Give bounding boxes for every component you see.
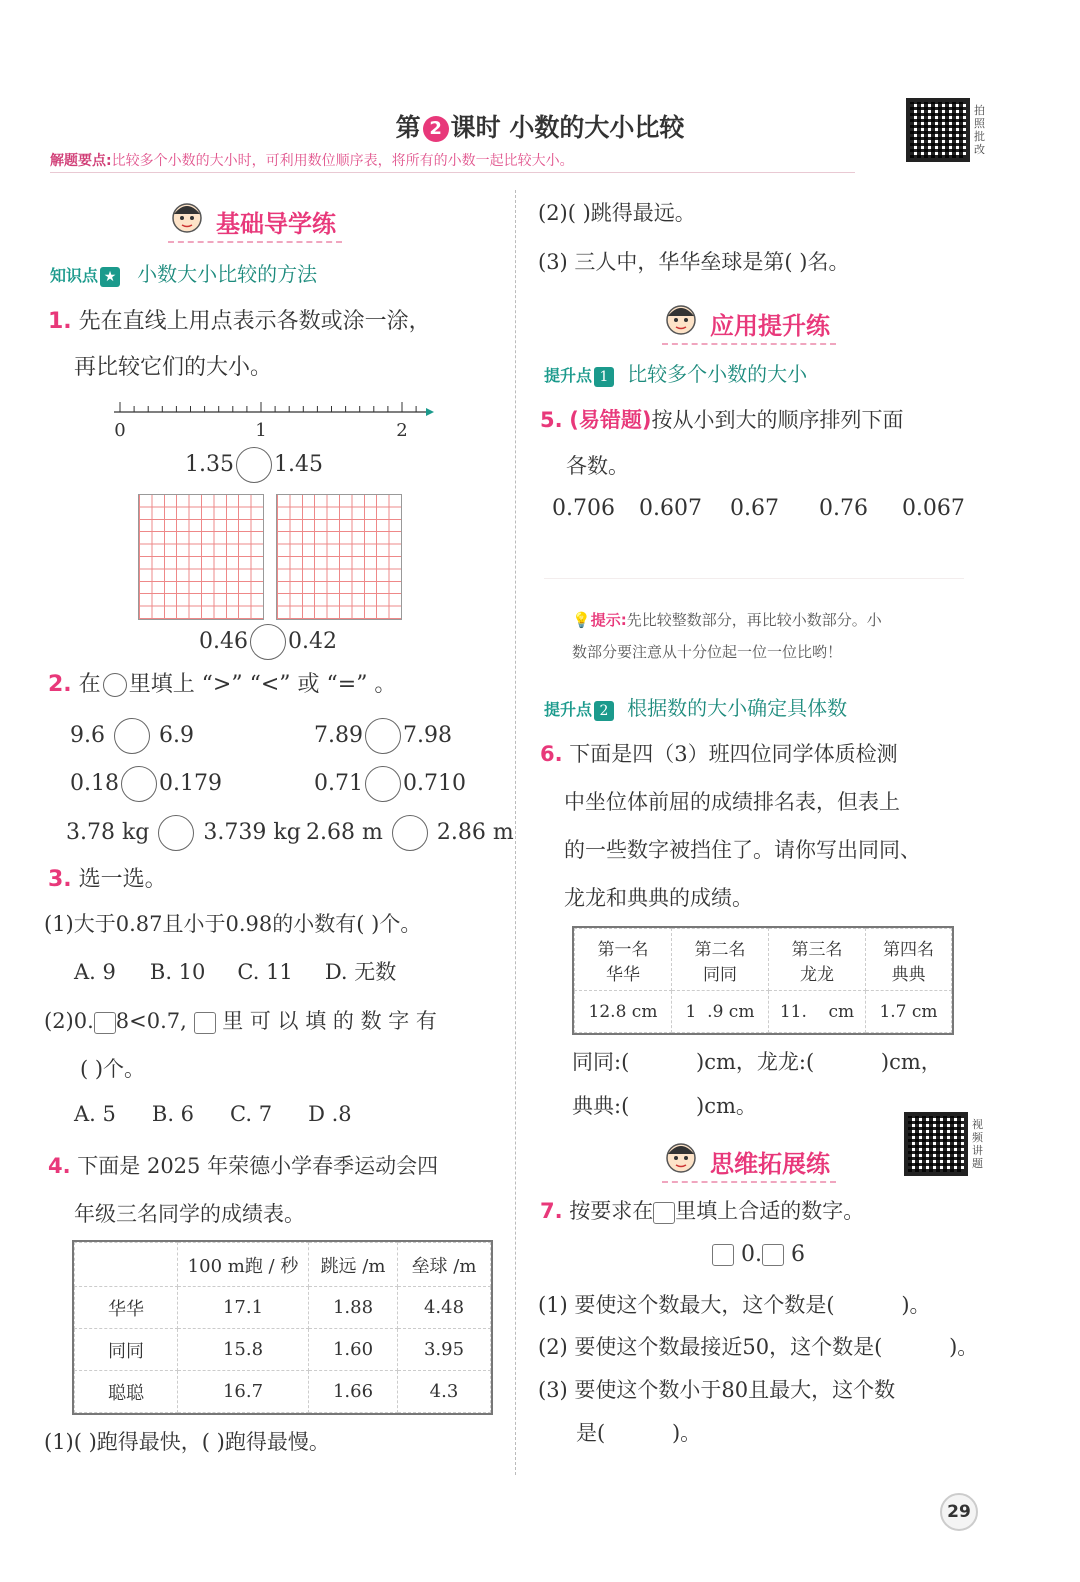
question-3: 3. 选一选。 [48,867,167,892]
section-applied-practice: 应用提升练 [662,306,836,345]
table-header: 100 m跑 / 秒 [178,1243,309,1287]
improve-point-2: 提升点 2 根据数的大小确定具体数 [544,696,848,720]
solving-tip [50,150,855,173]
qr-code-icon[interactable] [906,98,970,162]
question-6-line2: 中坐位体前屈的成绩排名表，但表上 [564,790,900,814]
improve-point-1: 提升点 1 比较多个小数的大小 [544,362,808,386]
page-number: 29 [940,1493,978,1531]
table-header: 第三名 龙龙 [769,929,866,991]
student-face-icon [662,1138,700,1176]
compare-row-1: 1.35 1.45 [185,447,323,483]
q4-part-2: (2)( )跳得最远。 [538,201,696,225]
q3-part-1: (1)大于0.87且小于0.98的小数有( )个。 [44,912,422,936]
answer-circle[interactable] [250,624,286,660]
answer-circle[interactable] [392,815,428,851]
q2-item-3: 0.18 0.179 [70,766,222,802]
question-1-line2: 再比较它们的大小。 [74,355,273,380]
q2-item-5: 3.78 kg 3.739 kg [66,815,301,851]
q7-number: 0. 6 [712,1242,805,1267]
table-cell: 1.88 [309,1287,398,1329]
table-header: 垒球 /m [398,1243,491,1287]
section-basic-practice: 基础导学练 [168,204,342,243]
answer-box[interactable] [94,1012,116,1034]
tip-key: 解题要点: [50,153,112,169]
page-title: 第 2 课时 小数的大小比较 [395,113,685,142]
qr-label: 拍照批改 [974,104,985,156]
table-cell: 1.60 [309,1329,398,1371]
q7-part-3-line2: 是( )。 [576,1421,702,1445]
results-table [72,1240,493,1415]
q6-answer-line1: 同同:( )cm，龙龙:( )cm， [572,1050,942,1074]
q7-part-1: (1) 要使这个数最大，这个数是( )。 [538,1293,931,1317]
answer-circle[interactable] [365,766,401,802]
table-cell: 1.7 cm [866,991,952,1033]
question-5: 5. (易错题)按从小到大的顺序排列下面 [540,408,904,432]
answer-circle[interactable] [158,815,194,851]
question-7: 7. 按要求在 里填上合适的数字。 [540,1199,865,1223]
answer-circle[interactable] [114,718,150,754]
q3-part-2: (2)0. 8<0.7, 里 可 以 填 的 数 字 有 [44,1009,437,1033]
q7-part-3: (3) 要使这个数小于80且最大，这个数 [538,1378,896,1402]
lesson-number-badge: 2 [423,116,449,142]
q2-item-2: 7.89 7.98 [314,718,452,754]
tick-1: 1 [255,420,267,441]
q3-part-2-line2: ( )个。 [80,1057,146,1081]
hint-box: 💡提示:先比较整数部分，再比较小数部分。小 数部分要注意从十分位起一位一位比哟！ [572,611,882,661]
column-divider [515,190,516,1475]
q2-item-1: 9.6 6.9 [70,718,194,754]
table-cell: 1.66 [309,1371,398,1413]
table-header: 跳远 /m [309,1243,398,1287]
table-cell: 4.3 [398,1371,491,1413]
table-cell: 15.8 [178,1329,309,1371]
table-header [75,1243,178,1287]
grid-square-2[interactable] [276,494,402,620]
grid-square-1[interactable] [138,494,264,620]
knowledge-point: 知识点 ★ 小数大小比较的方法 [50,262,318,286]
box-symbol [194,1012,216,1034]
q4-part-1: (1)( )跑得最快，( )跑得最慢。 [44,1430,330,1454]
table-cell: 3.95 [398,1329,491,1371]
question-4: 4. 下面是 2025 年荣德小学春季运动会四 [48,1154,439,1178]
question-4-line2: 年级三名同学的成绩表。 [74,1202,305,1226]
table-cell: 11. cm [769,991,866,1033]
answer-circle[interactable] [365,718,401,754]
qr-code-icon[interactable] [904,1112,968,1176]
q7-part-2: (2) 要使这个数最接近50，这个数是( )。 [538,1335,979,1359]
student-face-icon [662,300,700,338]
tick-0: 0 [114,420,126,441]
q2-item-4: 0.71 0.710 [314,766,466,802]
table-cell: 12.8 cm [575,991,672,1033]
table-cell: 16.7 [178,1371,309,1413]
compare-row-2: 0.46 0.42 [199,624,337,660]
section-thinking-extension: 思维拓展练 [662,1144,836,1183]
table-cell: 4.48 [398,1287,491,1329]
number-line [108,396,438,446]
q5-numbers: 0.706 0.607 0.67 0.76 0.067 [552,496,965,521]
answer-circle[interactable] [121,766,157,802]
q3-2-options: A. 5 B. 6 C. 7 D .8 [74,1102,352,1126]
tip-text: 比较多个小数的大小时，可利用数位顺序表，将所有的小数一起比较大小。 [111,153,574,169]
q5-answer-area[interactable] [544,540,964,579]
answer-circle[interactable] [236,447,272,483]
tick-2: 2 [396,420,408,441]
ranking-table [572,926,954,1035]
question-5-line2: 各数。 [566,454,629,478]
q6-answer-line2: 典典:( )cm。 [572,1094,757,1118]
question-6: 6. 下面是四（3）班四位同学体质检测 [540,742,898,766]
box-symbol [653,1202,675,1224]
table-cell: 17.1 [178,1287,309,1329]
star-icon: ★ [100,267,120,287]
table-header: 第二名 同同 [672,929,769,991]
question-2: 2. 在 里填上 “>” “<” 或 “=” 。 [48,672,397,697]
q3-1-options: A. 9 B. 10 C. 11 D. 无数 [74,960,397,984]
q4-part-3: (3) 三人中，华华垒球是第( )名。 [538,250,850,274]
circle-symbol [103,673,127,697]
question-6-line4: 龙龙和典典的成绩。 [564,886,753,910]
bulb-icon: 💡 [572,611,591,629]
q2-item-6: 2.68 m 2.86 m [306,815,514,851]
table-header: 第一名 华华 [575,929,672,991]
answer-box[interactable] [762,1244,784,1266]
qr-label: 视频讲题 [972,1118,983,1170]
answer-box[interactable] [712,1244,734,1266]
student-face-icon [168,198,206,236]
table-header: 第四名 典典 [866,929,952,991]
table-cell: 华华 [75,1287,178,1329]
table-cell: 同同 [75,1329,178,1371]
table-cell: 1 .9 cm [672,991,769,1033]
table-cell: 聪聪 [75,1371,178,1413]
question-6-line3: 的一些数字被挡住了。请你写出同同、 [564,838,921,862]
question-1: 1. 先在直线上用点表示各数或涂一涂， [48,309,431,334]
